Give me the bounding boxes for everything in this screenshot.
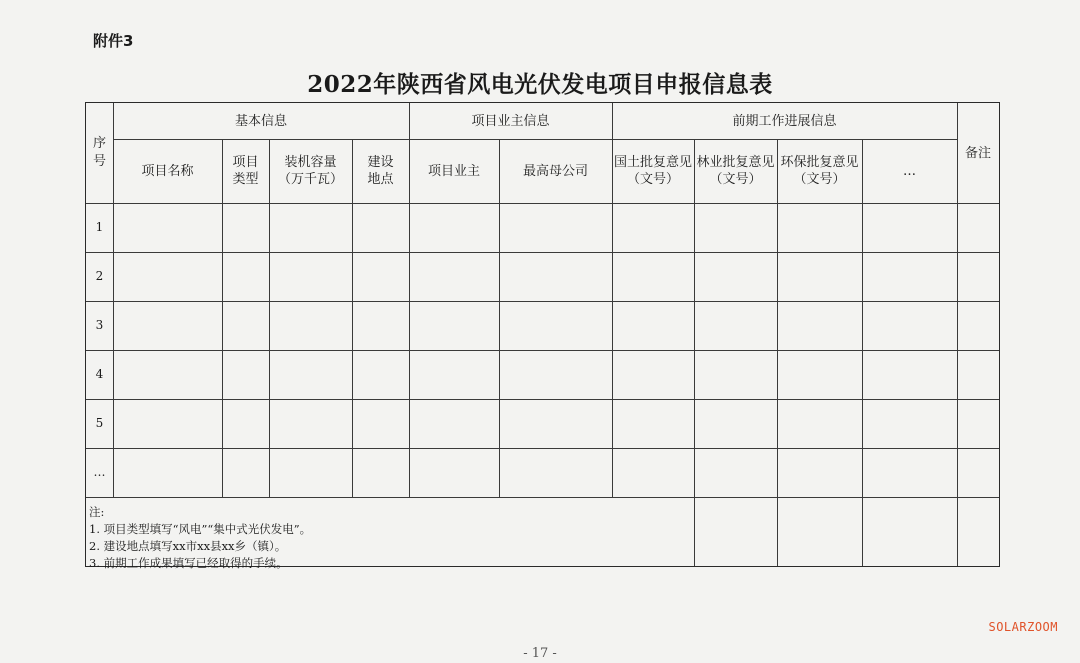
row-number: 5 bbox=[95, 416, 104, 430]
header-basic-info: 基本信息 bbox=[234, 113, 287, 129]
attachment-label: 附件3 bbox=[93, 32, 134, 50]
table-notes bbox=[89, 504, 311, 572]
column-divider bbox=[777, 139, 778, 566]
header-env-approval: 环保批复意见（文号） bbox=[780, 155, 859, 187]
header-more: … bbox=[903, 163, 916, 179]
header-forestry-approval: 林业批复意见（文号） bbox=[696, 155, 775, 187]
header-location: 建设地点 bbox=[367, 155, 394, 187]
form-title: 2022年陕西省风电光伏发电项目申报信息表 bbox=[307, 71, 773, 98]
header-land-approval: 国土批复意见（文号） bbox=[614, 155, 693, 187]
header-progress-info: 前期工作进展信息 bbox=[732, 113, 837, 129]
notes-label: 注: bbox=[89, 505, 105, 519]
header-seq: 序号 bbox=[92, 136, 106, 169]
header-owner: 项目业主 bbox=[427, 163, 480, 179]
column-divider bbox=[694, 139, 695, 566]
row-number: 4 bbox=[95, 367, 104, 381]
header-parent-company: 最高母公司 bbox=[522, 163, 588, 179]
row-number: 3 bbox=[95, 318, 104, 332]
note-item: 2. 建设地点填写xx市xx县xx乡（镇）。 bbox=[89, 539, 287, 553]
header-project-type: 项目类型 bbox=[232, 155, 259, 187]
header-project-name: 项目名称 bbox=[141, 163, 194, 179]
page-number: - 17 - bbox=[523, 646, 557, 661]
application-info-table bbox=[85, 102, 1000, 570]
header-capacity: 装机容量（万千瓦） bbox=[277, 155, 343, 187]
header-owner-info: 项目业主信息 bbox=[471, 113, 550, 129]
note-item: 1. 项目类型填写“风电”“集中式光伏发电”。 bbox=[89, 522, 312, 536]
row-number: 2 bbox=[95, 269, 104, 283]
note-item: 3. 前期工作成果填写已经取得的手续。 bbox=[89, 556, 288, 570]
watermark-logo: SOLARZOOM bbox=[988, 620, 1058, 634]
header-remarks: 备注 bbox=[964, 145, 991, 161]
row-number: … bbox=[93, 465, 106, 479]
column-divider bbox=[862, 139, 863, 566]
row-number: 1 bbox=[95, 220, 104, 234]
